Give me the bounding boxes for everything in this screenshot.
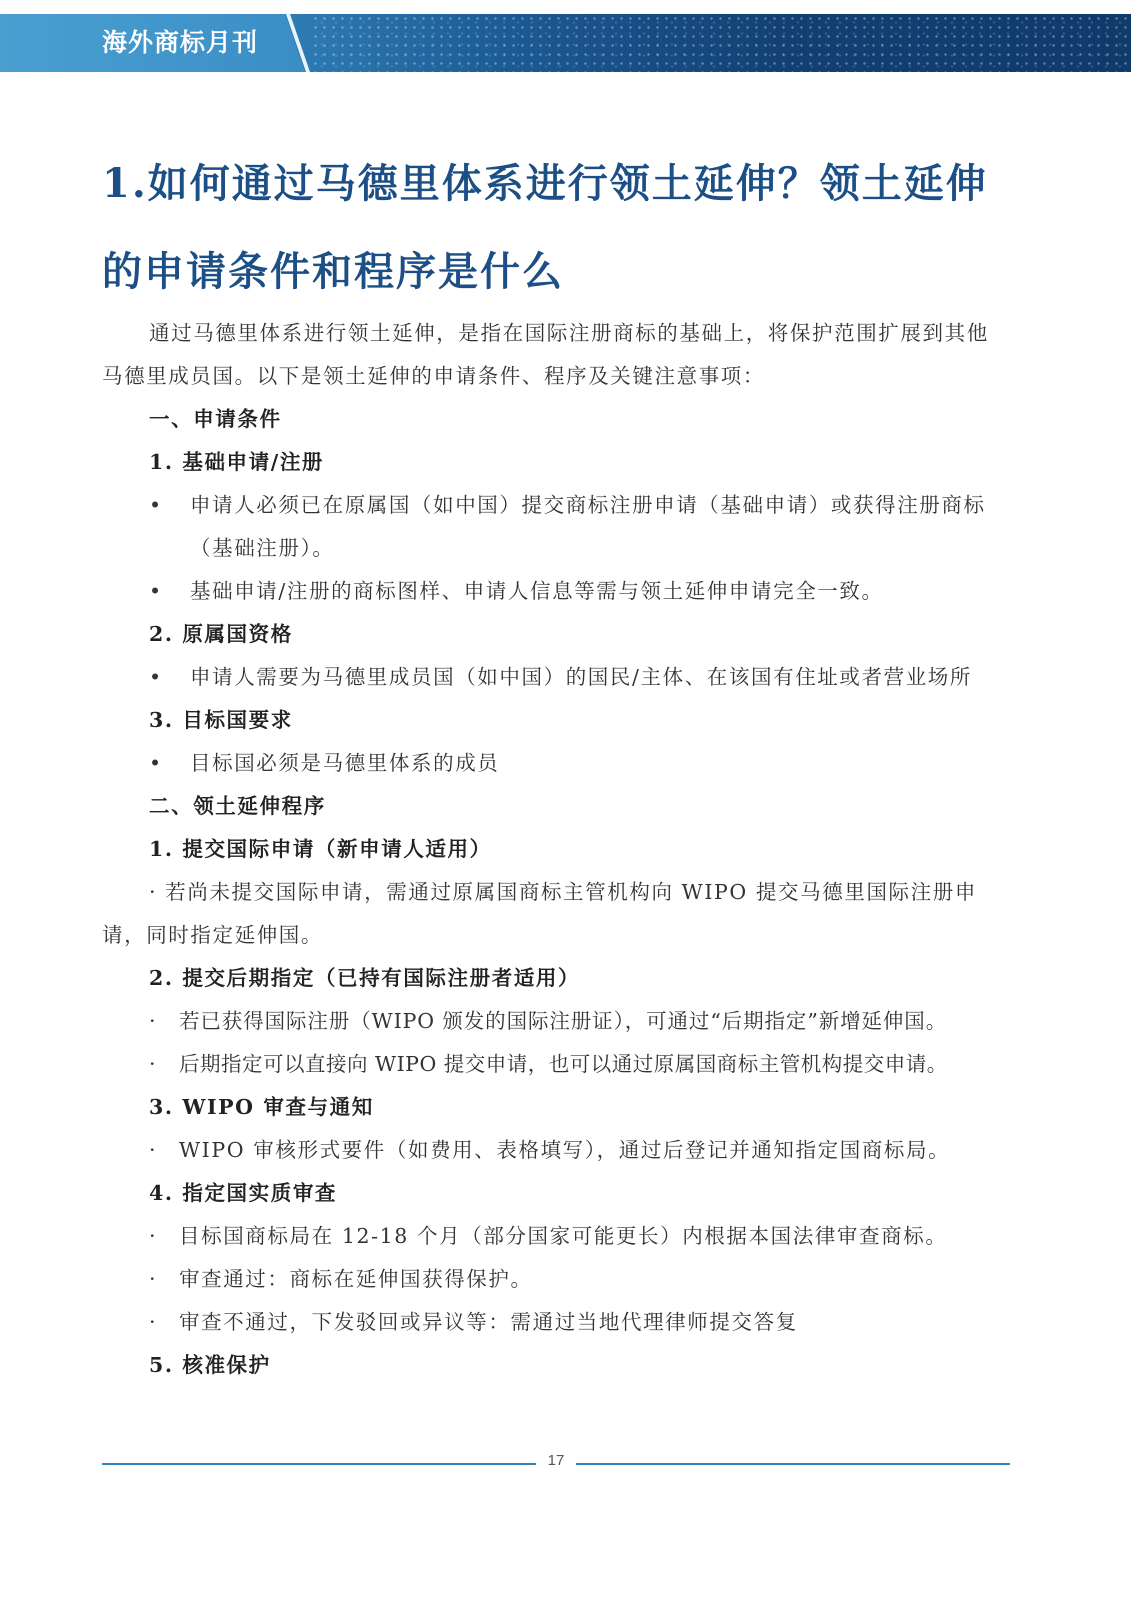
bullet-icon: · xyxy=(149,1267,158,1291)
article-title-line2: 的申请条件和程序是什么 xyxy=(102,248,564,295)
bullet-icon: · xyxy=(149,1009,157,1033)
list-item-text: 目标国商标局在 12-18 个月（部分国家可能更长）内根据本国法律审查商标。 xyxy=(179,1224,948,1248)
list-item xyxy=(102,1301,1007,1344)
article-title-line1: 1.如何通过马德里体系进行领土延伸？领土延伸 xyxy=(102,160,988,207)
bullet-icon: · xyxy=(149,880,158,904)
list-item xyxy=(102,1000,1007,1043)
publication-title: 海外商标月刊 xyxy=(102,28,259,57)
page-number: 17 xyxy=(547,1452,565,1469)
list-item-text: 申请人必须已在原属国（如中国）提交商标注册申请（基础申请）或获得注册商标（基础注册）。 xyxy=(190,493,986,560)
list-item-text: 基础申请/注册的商标图样、申请人信息等需与领土延伸申请完全一致。 xyxy=(190,579,884,603)
list-item xyxy=(102,656,1007,699)
subsection-heading: 5. 核准保护 xyxy=(149,1353,271,1377)
list-item-text: 若已获得国际注册（WIPO 颁发的国际注册证），可通过“后期指定”新增延伸国。 xyxy=(179,1009,948,1033)
list-item xyxy=(102,570,1007,613)
list-item xyxy=(102,742,1007,785)
list-item-text: 后期指定可以直接向 WIPO 提交申请，也可以通过原属国商标主管机构提交申请。 xyxy=(179,1052,948,1076)
article-body xyxy=(102,312,1007,1387)
bullet-icon: · xyxy=(149,1224,158,1248)
section-heading: 二、领土延伸程序 xyxy=(149,794,326,818)
footer-rule-left xyxy=(102,1463,536,1465)
list-item-text: 若尚未提交国际申请，需通过原属国商标主管机构向 WIPO 提交马德里国际注册申请，同时指定延伸国。 xyxy=(102,880,977,947)
list-item xyxy=(102,1215,1007,1258)
bullet-icon: • xyxy=(149,579,163,603)
list-item xyxy=(102,1258,1007,1301)
list-item xyxy=(102,484,1007,570)
subsection-heading: 2. 提交后期指定（已持有国际注册者适用） xyxy=(149,966,581,990)
list-item xyxy=(102,1043,1007,1086)
subsection-heading: 3. WIPO 审查与通知 xyxy=(149,1095,374,1119)
footer-rule-right xyxy=(576,1463,1010,1465)
bullet-icon: · xyxy=(149,1052,157,1076)
bullet-icon: · xyxy=(149,1310,158,1334)
list-item-text: 审查不通过，下发驳回或异议等：需通过当地代理律师提交答复 xyxy=(179,1310,798,1334)
intro-paragraph: 通过马德里体系进行领土延伸，是指在国际注册商标的基础上，将保护范围扩展到其他马德里成员国。以下是领土延伸的申请条件、程序及关键注意事项： xyxy=(102,321,989,388)
bullet-icon: • xyxy=(149,751,163,775)
subsection-heading: 4. 指定国实质审查 xyxy=(149,1181,338,1205)
list-item xyxy=(102,871,1007,957)
header-pattern xyxy=(311,14,1131,72)
subsection-heading: 1. 提交国际申请（新申请人适用） xyxy=(149,837,492,861)
bullet-icon: • xyxy=(149,665,163,689)
list-item xyxy=(102,1129,1007,1172)
list-item-text: 申请人需要为马德里成员国（如中国）的国民/主体、在该国有住址或者营业场所 xyxy=(190,665,973,689)
bullet-icon: · xyxy=(149,1138,158,1162)
list-item-text: 目标国必须是马德里体系的成员 xyxy=(190,751,500,775)
list-item-text: 审查通过：商标在延伸国获得保护。 xyxy=(179,1267,533,1291)
subsection-heading: 1. 基础申请/注册 xyxy=(149,450,325,474)
subsection-heading: 3. 目标国要求 xyxy=(149,708,293,732)
article-title xyxy=(102,140,1022,316)
section-heading: 一、申请条件 xyxy=(149,407,282,431)
subsection-heading: 2. 原属国资格 xyxy=(149,622,293,646)
bullet-icon: • xyxy=(149,493,163,517)
list-item-text: WIPO 审核形式要件（如费用、表格填写），通过后登记并通知指定国商标局。 xyxy=(179,1138,951,1162)
